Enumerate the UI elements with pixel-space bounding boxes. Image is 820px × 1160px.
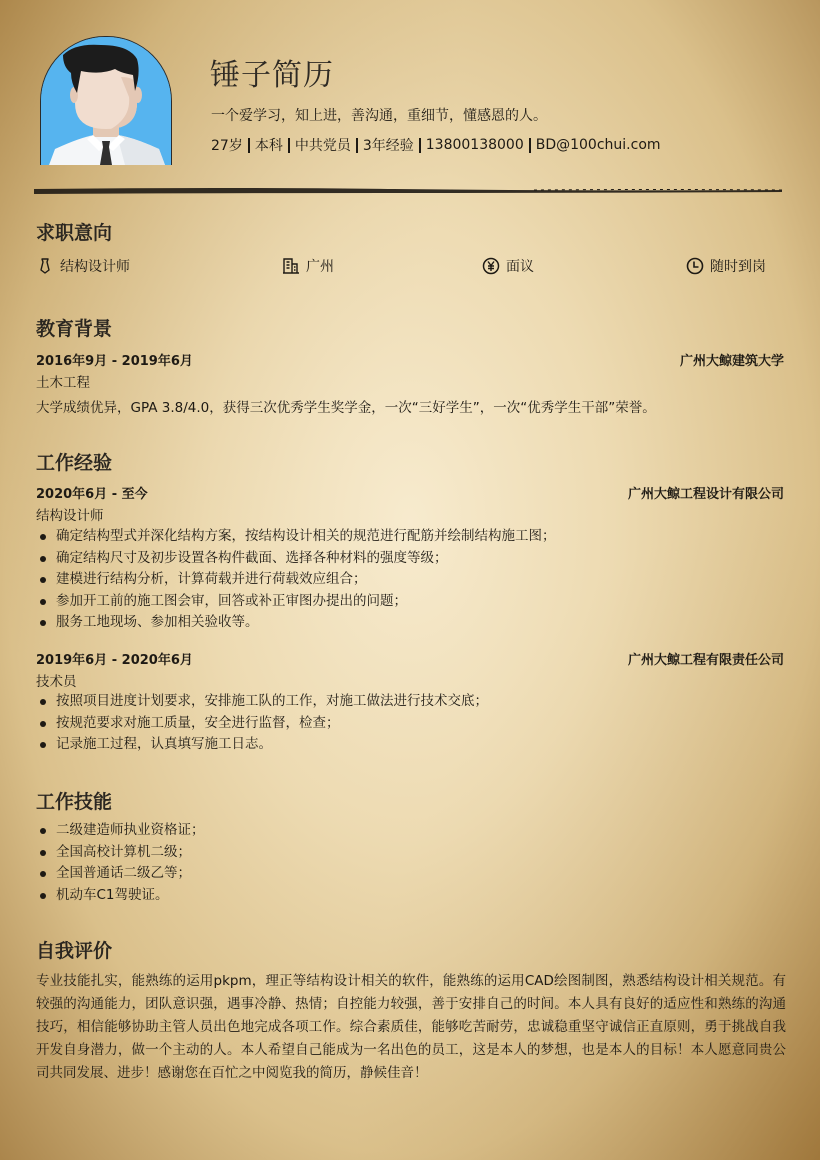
list-item: 二级建造师执业资格证； bbox=[36, 820, 205, 842]
list-item: 确定结构尺寸及初步设置各构件截面、选择各种材料的强度等级； bbox=[36, 548, 556, 570]
intent-salary-label: 面议 bbox=[506, 259, 534, 275]
work-role: 结构设计师 bbox=[36, 508, 104, 524]
section-title-education: 教育背景 bbox=[36, 318, 113, 340]
list-item: 机动车C1驾驶证。 bbox=[36, 885, 205, 907]
work-period: 2020年6月 - 至今 bbox=[36, 487, 148, 502]
tagline: 一个爱学习，知上进，善沟通，重细节，懂感恩的人。 bbox=[211, 108, 547, 124]
work-duties-list bbox=[36, 526, 556, 634]
work-role: 技术员 bbox=[36, 674, 77, 690]
work-entry-header bbox=[36, 649, 784, 668]
education-description: 大学成绩优异，GPA 3.8/4.0，获得三次优秀学生奖学金，一次“三好学生”，一次“优秀学生干部”荣誉。 bbox=[36, 400, 656, 416]
avatar bbox=[40, 36, 172, 165]
work-company: 广州大鲸工程有限责任公司 bbox=[627, 653, 784, 668]
list-item: 记录施工过程，认真填写施工日志。 bbox=[36, 734, 488, 756]
list-item: 按照项目进度计划要求，安排施工队的工作，对施工做法进行技术交底； bbox=[36, 691, 488, 713]
education-period: 2016年9月 - 2019年6月 bbox=[36, 354, 193, 369]
list-item: 参加开工前的施工图会审，回答或补正审图办提出的问题； bbox=[36, 591, 556, 613]
info-separator bbox=[529, 138, 531, 153]
avatar-illustration-icon bbox=[41, 37, 171, 165]
list-item: 全国普通话二级乙等； bbox=[36, 863, 205, 885]
self-evaluation-text: 专业技能扎实，能熟练的运用pkpm，理正等结构设计相关的软件，能熟练的运用CAD绘图制图，熟悉结构设计相关规范。有较强的沟通能力，团队意识强，遇事冷静、热情；自控能力较强，善于安排自己的时间。本人具有良好的适应性和熟练的沟通技巧，相信能够协助主管人员出色地完成各项工作。综合素质佳，能够吃苦耐劳，忠诚稳重坚守诚信正直原则，勇于挑战自我开发自身潜力，做一个主动的人。本人希望自己能成为一名出色的员工，这是本人的梦想，也是本人的目标！本人愿意同贵公司共同发展、进步！感谢您在百忙之中阅览我的简历，静候佳音！ bbox=[36, 973, 786, 1081]
intent-city bbox=[282, 256, 334, 276]
info-degree: 本科 bbox=[254, 138, 283, 154]
intent-availability-label: 随时到岗 bbox=[710, 259, 766, 275]
yen-icon bbox=[482, 257, 500, 275]
info-separator bbox=[356, 138, 358, 153]
list-item: 全国高校计算机二级； bbox=[36, 842, 205, 864]
list-item: 服务工地现场、参加相关验收等。 bbox=[36, 612, 556, 634]
info-age: 27岁 bbox=[211, 138, 243, 154]
list-item: 确定结构型式并深化结构方案，按结构设计相关的规范进行配筋并绘制结构施工图； bbox=[36, 526, 556, 548]
education-major: 土木工程 bbox=[36, 375, 90, 391]
education-entry-header bbox=[36, 350, 784, 369]
job-intent-row bbox=[36, 256, 786, 276]
info-separator bbox=[248, 138, 250, 153]
section-title-skills: 工作技能 bbox=[36, 791, 113, 813]
building-icon bbox=[282, 257, 300, 275]
intent-salary bbox=[482, 256, 534, 276]
section-title-self-evaluation: 自我评价 bbox=[36, 940, 113, 962]
list-item: 建模进行结构分析，计算荷载并进行荷载效应组合； bbox=[36, 569, 556, 591]
education-school: 广州大鲸建筑大学 bbox=[679, 354, 784, 369]
intent-position bbox=[36, 256, 130, 276]
work-company: 广州大鲸工程设计有限公司 bbox=[627, 487, 784, 502]
info-email[interactable]: BD@100chui.com bbox=[535, 137, 661, 153]
intent-availability bbox=[686, 256, 766, 276]
list-item: 按规范要求对施工质量，安全进行监督，检查； bbox=[36, 713, 488, 735]
work-entry-header bbox=[36, 483, 784, 502]
work-period: 2019年6月 - 2020年6月 bbox=[36, 653, 193, 668]
section-title-work: 工作经验 bbox=[36, 452, 113, 474]
resume-name: 锤子简历 bbox=[210, 58, 334, 93]
brush-divider bbox=[34, 186, 782, 196]
info-separator bbox=[419, 138, 421, 153]
intent-city-label: 广州 bbox=[306, 259, 334, 275]
intent-position-label: 结构设计师 bbox=[60, 259, 130, 275]
info-political: 中共党员 bbox=[294, 138, 351, 154]
section-title-intent: 求职意向 bbox=[36, 222, 113, 244]
tie-icon bbox=[36, 257, 54, 275]
skills-list bbox=[36, 820, 205, 906]
work-duties-list bbox=[36, 691, 488, 756]
personal-info-line bbox=[211, 135, 661, 155]
clock-icon bbox=[686, 257, 704, 275]
info-experience: 3年经验 bbox=[362, 138, 414, 154]
info-separator bbox=[288, 138, 290, 153]
info-phone[interactable]: 13800138000 bbox=[425, 137, 524, 153]
